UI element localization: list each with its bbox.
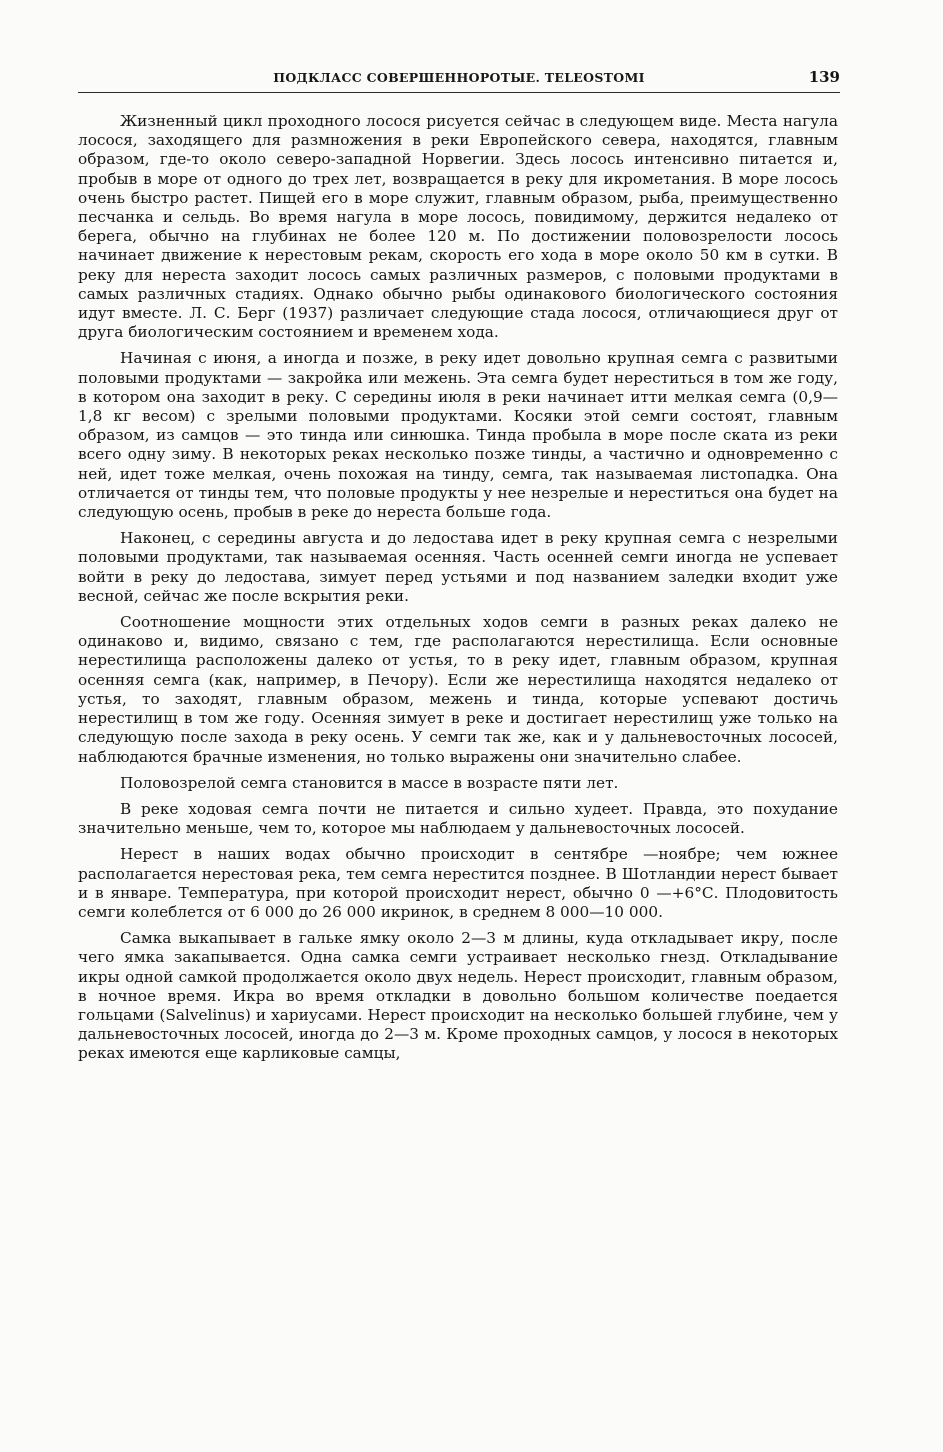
page-number: 139 [808,68,840,86]
paragraph: Самка выкапывает в гальке ямку около 2—3 м длины, куда откладывает икру, после чего ямка закапывается. Одна самка семги устраивает несколько гнезд. Откладывание икры одной самкой продолжается около двух недель. Нерест происходит, главным образом, в ночное время. Икра во время откладки в довольно большом количестве поедается гольцами (Salvelinus) и хариусами. Нерест происходит на несколько большей глубине, чем у дальневосточных лососей, иногда до 2—3 м. Кроме проходных самцов, у лосося в некоторых реках имеются еще карликовые самцы, [78,929,838,1063]
page-header [78,70,840,92]
paragraph: Жизненный цикл проходного лосося рисуется сейчас в следующем виде. Места нагула лосося, заходящего для размножения в реки Европейского севера, находятся, главным образом, где-то около северо-западной Норвегии. Здесь лосось интенсивно питается и, пробыв в море от одного до трех лет, возвращается в реку для икрометания. В море лосось очень быстро растет. Пищей его в море служит, главным образом, рыба, преимущественно песчанка и сельдь. Во время нагула в море лосось, повидимому, держится недалеко от берега, обычно на глубинах не более 120 м. По достижении половозрелости лосось начинает движение к нерестовым рекам, скорость его хода в море около 50 км в сутки. В реку для нереста заходит лосось самых различных размеров, с половыми продуктами в самых различных стадиях. Однако обычно рыбы одинакового биологического состояния идут вместе. Л. С. Берг (1937) различает следующие стада лосося, отличающиеся друг от друга биологическим состоянием и временем хода. [78,112,838,342]
paragraph: В реке ходовая семга почти не питается и сильно худеет. Правда, это похудание значительно меньше, чем то, которое мы наблюдаем у дальневосточных лососей. [78,799,838,838]
paragraph: Нерест в наших водах обычно происходит в сентябре —ноябре; чем южнее располагается нерестовая река, тем семга нерестится позднее. В Шотландии нерест бывает и в январе. Температура, при которой происходит нерест, обычно 0 —+6°С. Плодовитость семги колеблется от 6 000 до 26 000 икринок, в среднем 8 000—10 000. [78,845,838,921]
paragraph: Половозрелой семга становится в массе в возрасте пяти лет. [120,773,619,792]
paragraph: Наконец, с середины августа и до ледостава идет в реку крупная семга с незрелыми половыми продуктами, так называемая осенняя. Часть осенней семги иногда не успевает войти в реку до ледостава, зимует перед устьями и под названием заледки входит уже весной, сейчас же после вскрытия реки. [78,529,838,605]
body-text [78,112,838,1071]
paragraph: Начиная с июня, а иногда и позже, в реку идет довольно крупная семга с развитыми половыми продуктами — закройка или межень. Эта семга будет нереститься в том же году, в котором она заходит в реку. С середины июля в реки начинает итти мелкая семга (0,9—1,8 кг весом) с зрелыми половыми продуктами. Косяки этой семги состоят, главным образом, из самцов — это тинда или синюшка. Тинда пробыла в море после ската из реки всего одну зиму. В некоторых реках несколько позже тинды, а частично и одновременно с ней, идет тоже мелкая, очень похожая на тинду, семга, так называемая листопадка. Она отличается от тинды тем, что половые продукты у нее незрелые и нереститься она будет на следующую осень, пробыв в реке до нереста больше года. [78,349,838,522]
header-rule [78,92,840,93]
running-title: ПОДКЛАСС СОВЕРШЕННОРОТЫЕ. TELEOSTOMI [273,70,645,85]
paragraph: Соотношение мощности этих отдельных ходов семги в разных реках далеко не одинаково и, видимо, связано с тем, где располагаются нерестилища. Если основные нерестилища расположены далеко от устья, то в реку идет, главным образом, крупная осенняя семга (как, например, в Печору). Если же нерестилища находятся недалеко от устья, то заходят, главным образом, межень и тинда, которые успевают достичь нерестилищ в том же году. Осенняя зимует в реке и достигает нерестилищ уже только на следующую после захода в реку осень. У семги так же, как и у дальневосточных лососей, наблюдаются брачные изменения, но только выражены они значительно слабее. [78,613,838,766]
